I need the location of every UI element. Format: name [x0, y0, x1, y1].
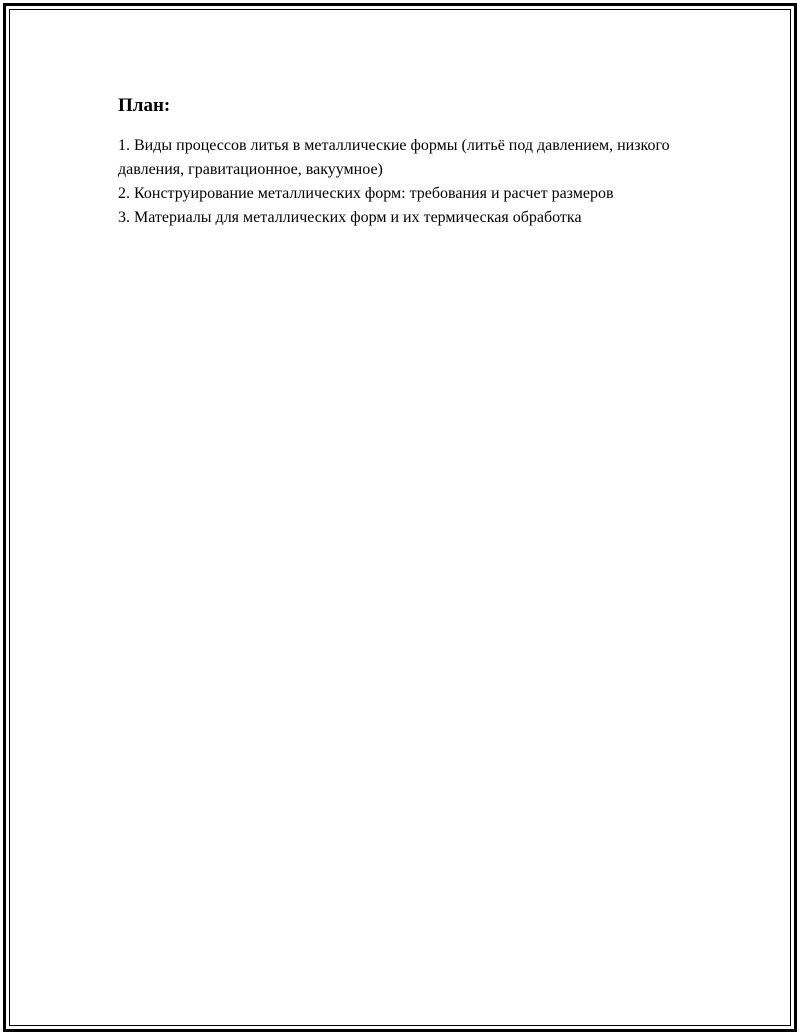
plan-item: 3. Материалы для металлических форм и их термическая обработка — [118, 209, 582, 226]
plan-heading: План: — [118, 95, 171, 116]
plan-item: 2. Конструирование металлических форм: требования и расчет размеров — [118, 185, 614, 202]
document-content — [118, 94, 678, 230]
plan-item: 1. Виды процессов литья в металлические формы (литьё под давлением, низкого давления, гравитационное, вакуумное) — [118, 137, 670, 178]
plan-list — [118, 134, 678, 230]
